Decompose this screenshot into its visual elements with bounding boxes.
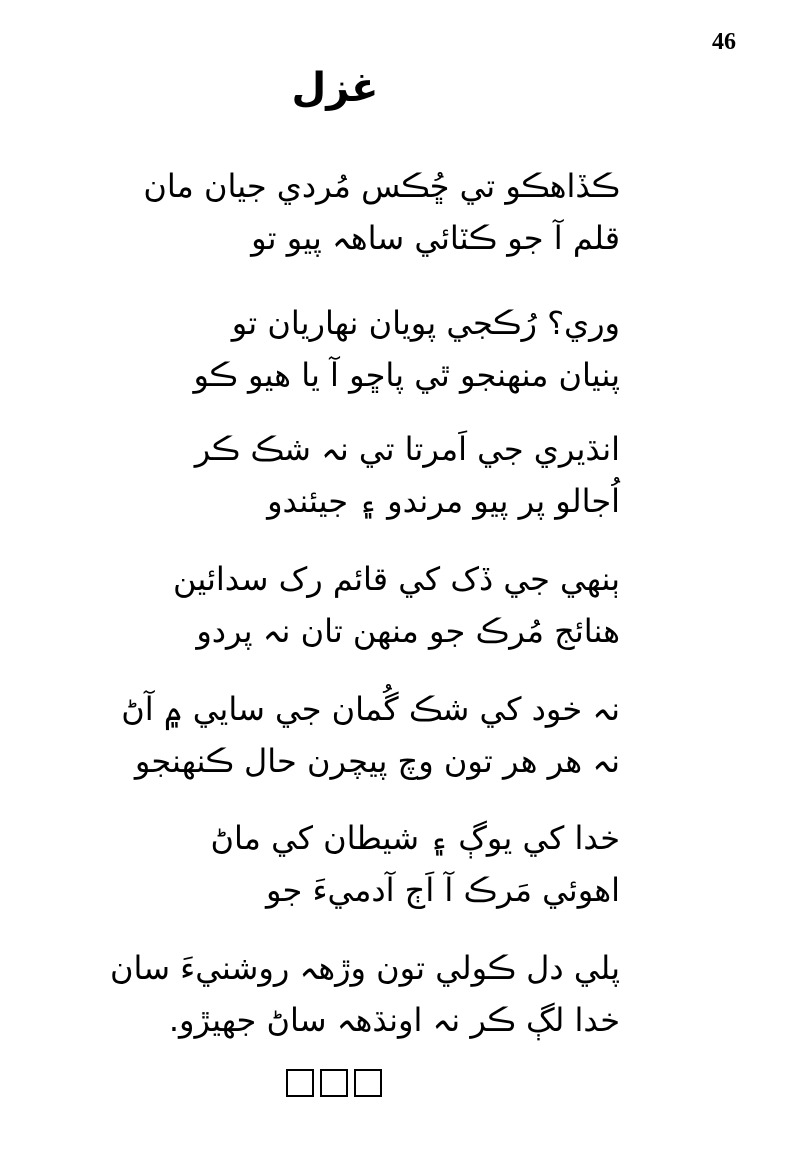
stanza <box>60 812 620 916</box>
verse-line: اُجالو پر پيو مرندو ۽ جيئندو <box>267 482 620 520</box>
stanza <box>60 423 620 527</box>
poem-title: غزل <box>291 65 379 111</box>
verse-line: پلي دل ڪولي تون وڙهہ روشنيءَ سان <box>109 949 620 987</box>
ornament-square <box>320 1069 348 1097</box>
verse-line: خدا کي يوڳ ۽ شيطان کي ماڻ <box>210 819 620 857</box>
verse-line: قلم آ جو ڪٽائي ساهہ پيو تو <box>251 219 620 257</box>
verse-line: ٻنهي جي ڏک کي قائم رک سدائين <box>172 560 620 598</box>
verse-line: خدا لڳ ڪر نہ اونڌهہ ساڻ جهيڙو. <box>168 1001 620 1039</box>
ornament-square <box>354 1069 382 1097</box>
verse-line: وري؟ رُڪجي پويان نهاريان تو <box>231 304 620 342</box>
verse-line: انڌيري جي اَمرتا تي نہ شڪ ڪر <box>194 430 620 468</box>
page-number: 46 <box>712 29 736 55</box>
verse-line: نہ خود کي شڪ گُمان جي سايي ۾ آڻ <box>121 690 620 728</box>
stanza <box>60 297 620 401</box>
stanza <box>60 553 620 657</box>
stanza <box>60 942 620 1046</box>
ornament-square <box>286 1069 314 1097</box>
stanza <box>60 160 620 264</box>
verse-line: نہ هر هر تون وچ پيچرن حال ڪنهنجو <box>134 742 620 780</box>
verse-line: پنيان منهنجو ٿي پاڇو آ يا هيو ڪو <box>193 356 620 394</box>
end-ornament <box>286 1069 382 1097</box>
verse-line: اهوئي مَرڪ آ اَڄ آدميءَ جو <box>266 871 620 909</box>
verse-line: هنائج مُرڪ جو منهن تان نہ پردو <box>196 612 620 650</box>
verse-line: ڪڏاهڪو تي ڇُڪس مُردي جيان مان <box>143 167 620 205</box>
stanza <box>60 683 620 787</box>
